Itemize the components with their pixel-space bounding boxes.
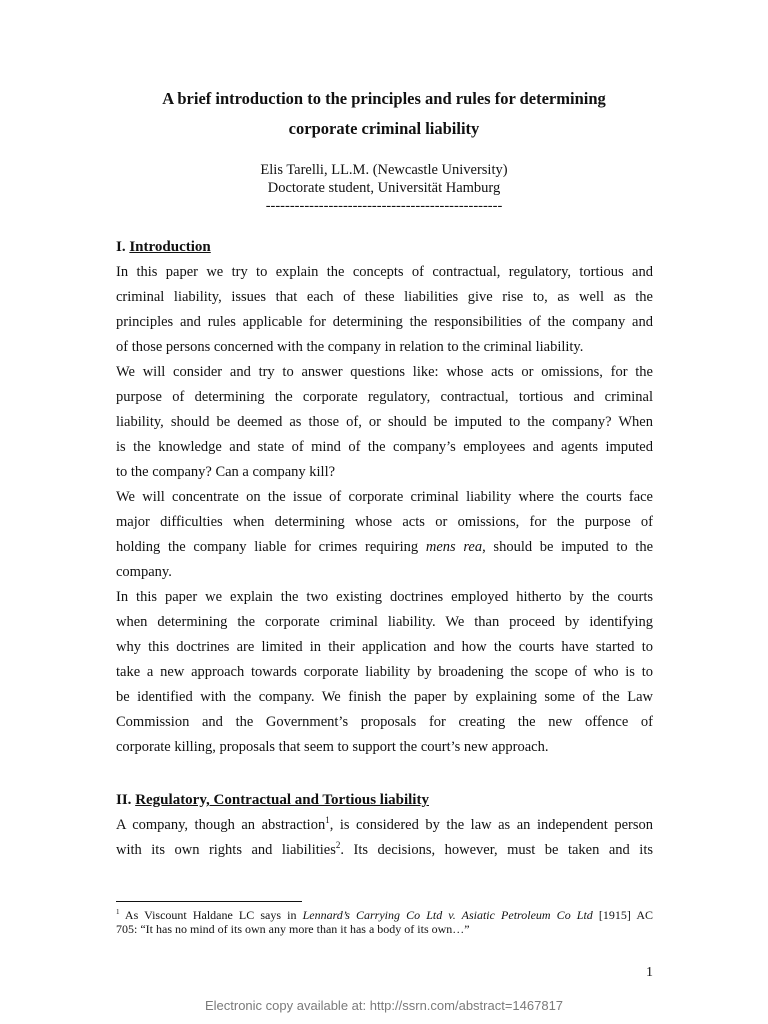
author-block xyxy=(100,161,668,215)
text-line: We will concentrate on the issue of corporate criminal liability where the courts face xyxy=(116,489,653,505)
text-line: holding the company liable for crimes requiring mens rea, should be imputed to the xyxy=(116,539,654,555)
page-number: 1 xyxy=(646,965,653,980)
text-line: with its own rights and liabilities$^2$. Its decisions, however, must be taken and its xyxy=(116,840,653,858)
footnote-rule xyxy=(116,901,302,902)
footnote-mark: 1 xyxy=(116,908,120,916)
text-line: take a new approach towards corporate liability by broadening the scope of who is to xyxy=(116,664,653,680)
section-heading-introduction xyxy=(116,235,211,260)
text-line: to the company? Can a company kill? xyxy=(116,464,336,480)
text-line: A company, though an abstraction$^1$, is considered by the law as an independent person xyxy=(116,815,653,833)
text-line: when determining the corporate criminal liability. We than proceed by identifying xyxy=(116,614,653,630)
title-line-1: A brief introduction to the principles and rules for determining xyxy=(162,89,606,108)
text-line: be identified with the company. We finish the paper by explaining some of the Law xyxy=(116,689,653,705)
case-citation: Lennard’s Carrying Co Ltd v. Asiatic Petroleum Co Ltd xyxy=(302,908,593,922)
footnote-reference: 1 xyxy=(325,815,330,826)
section-title: Introduction xyxy=(129,239,211,255)
author-position: Doctorate student, Universität Hamburg xyxy=(267,180,501,196)
section-number: II. xyxy=(116,792,132,808)
footnote-reference: 2 xyxy=(335,840,341,851)
text-line: corporate killing, proposals that seem to support the court’s new approach. xyxy=(116,739,549,755)
title-line-2: corporate criminal liability xyxy=(288,119,480,138)
section-heading-liability xyxy=(116,788,429,813)
text-line: criminal liability, issues that each of these liabilities give rise to, as well as the xyxy=(116,289,653,305)
text-line: Commission and the Government’s proposals for creating the new offence of xyxy=(116,714,653,730)
text-line: is the knowledge and state of mind of the company’s employees and agents imputed xyxy=(116,439,653,455)
paper-title xyxy=(100,84,668,144)
author-separator: ------------------------------------------------- xyxy=(265,198,503,214)
text-line: liability, should be deemed as those of, or should be imputed to the company? When xyxy=(116,414,653,430)
text-line: In this paper we try to explain the concepts of contractual, regulatory, tortious and xyxy=(116,264,653,280)
text-line: principles and rules applicable for determining the responsibilities of the company and xyxy=(116,314,653,330)
text-line: major difficulties when determining whose acts or omissions, for the purpose of xyxy=(116,514,653,530)
text-line: purpose of determining the corporate regulatory, contractual, tortious and criminal xyxy=(116,389,653,405)
ssrn-footer-link[interactable]: Electronic copy available at: http://ssrn.com/abstract=1467817 xyxy=(204,998,564,1013)
footnote-line: 705: “It has no mind of its own any more than it has a body of its own…” xyxy=(116,922,470,936)
text-line: of those persons concerned with the company in relation to the criminal liability. xyxy=(116,339,584,355)
text-line: In this paper we explain the two existing doctrines employed hitherto by the courts xyxy=(116,589,653,605)
footnote-line: $^1$ As Viscount Haldane LC says in Lennard’s Carrying Co Ltd v. Asiatic Petroleum Co Ltd [1915] AC xyxy=(116,908,653,922)
text-line: why this doctrines are limited in their application and how the courts have started to xyxy=(116,639,653,655)
section-title: Regulatory, Contractual and Tortious liability xyxy=(135,792,429,808)
text-line: company. xyxy=(116,564,172,580)
section-number: I. xyxy=(116,239,126,255)
text-line: We will consider and try to answer questions like: whose acts or omissions, for the xyxy=(116,364,653,380)
author-name: Elis Tarelli, LL.M. (Newcastle University) xyxy=(260,162,508,178)
